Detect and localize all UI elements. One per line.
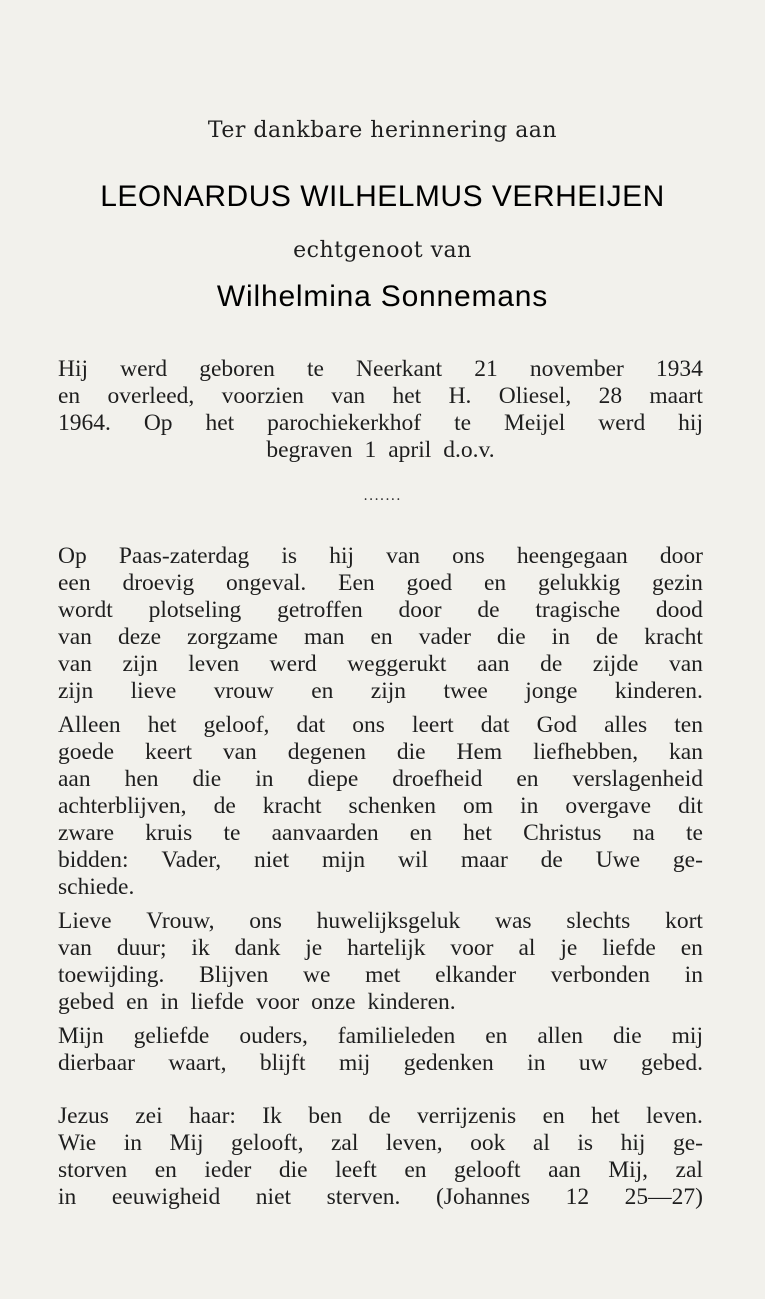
paragraph-easter bbox=[58, 543, 703, 705]
text-line: goede keert van degenen die Hem liefhebben, kan bbox=[58, 739, 703, 765]
text-line: begraven 1 april d.o.v. bbox=[266, 437, 495, 463]
text-line: en overleed, voorzien van het H. Oliesel, 28 maart bbox=[58, 383, 703, 409]
separator-dots: ....... bbox=[363, 488, 402, 504]
text-line: schiede. bbox=[58, 874, 135, 900]
text-line: zware kruis te aanvaarden en het Christus na te bbox=[58, 820, 703, 846]
paragraph-parents bbox=[58, 1023, 703, 1077]
text-line: 1964. Op het parochiekerkhof te Meijel werd hij bbox=[58, 410, 703, 436]
text-line: zijn lieve vrouw en zijn twee jonge kinderen. bbox=[58, 678, 703, 704]
text-line: van duur; ik dank je hartelijk voor al je liefde en bbox=[58, 935, 703, 961]
text-line: Hij werd geboren te Neerkant 21 november 1934 bbox=[58, 356, 703, 382]
paragraph-faith bbox=[58, 712, 703, 901]
text-line: Mijn geliefde ouders, familieleden en allen die mij bbox=[58, 1023, 703, 1049]
text-line: wordt plotseling getroffen door de tragische dood bbox=[58, 597, 703, 623]
paragraph-scripture bbox=[58, 1103, 703, 1211]
text-line: toewijding. Blijven we met elkander verbonden in bbox=[58, 962, 703, 988]
text-line: van zijn leven werd weggerukt aan de zijde van bbox=[58, 651, 703, 677]
text-line: van deze zorgzame man en vader die in de kracht bbox=[58, 624, 703, 650]
text-line: Jezus zei haar: Ik ben de verrijzenis en het leven. bbox=[58, 1103, 703, 1129]
text-line: bidden: Vader, niet mijn wil maar de Uwe ge- bbox=[58, 847, 703, 873]
text-line: een droevig ongeval. Een goed en gelukkig gezin bbox=[58, 570, 703, 596]
birth-death-paragraph bbox=[58, 356, 703, 464]
text-line: aan hen die in diepe droefheid en verslagenheid bbox=[58, 766, 703, 792]
text-line: Alleen het geloof, dat ons leert dat God alles ten bbox=[58, 712, 703, 738]
text-line: gebed en in liefde voor onze kinderen. bbox=[58, 989, 456, 1015]
text-line: achterblijven, de kracht schenken om in overgave dit bbox=[58, 793, 703, 819]
text-line: dierbaar waart, blijft mij gedenken in uw gebed. bbox=[58, 1050, 703, 1076]
text-line: in eeuwigheid niet sterven. (Johannes 12 25—27) bbox=[58, 1184, 703, 1210]
paragraph-wife bbox=[58, 908, 703, 1016]
deceased-name: LEONARDUS WILHELMUS VERHEIJEN bbox=[100, 180, 665, 213]
intro-line: Ter dankbare herinnering aan bbox=[207, 118, 558, 143]
text-line: Wie in Mij gelooft, zal leven, ook al is hij ge- bbox=[58, 1130, 703, 1156]
spouse-intro-line: echtgenoot van bbox=[293, 238, 472, 263]
text-line: Op Paas-zaterdag is hij van ons heengegaan door bbox=[58, 543, 703, 569]
spouse-name: Wilhelmina Sonnemans bbox=[216, 280, 549, 313]
text-line: storven en ieder die leeft en gelooft aan Mij, zal bbox=[58, 1157, 703, 1183]
text-line: Lieve Vrouw, ons huwelijksgeluk was slechts kort bbox=[58, 908, 703, 934]
